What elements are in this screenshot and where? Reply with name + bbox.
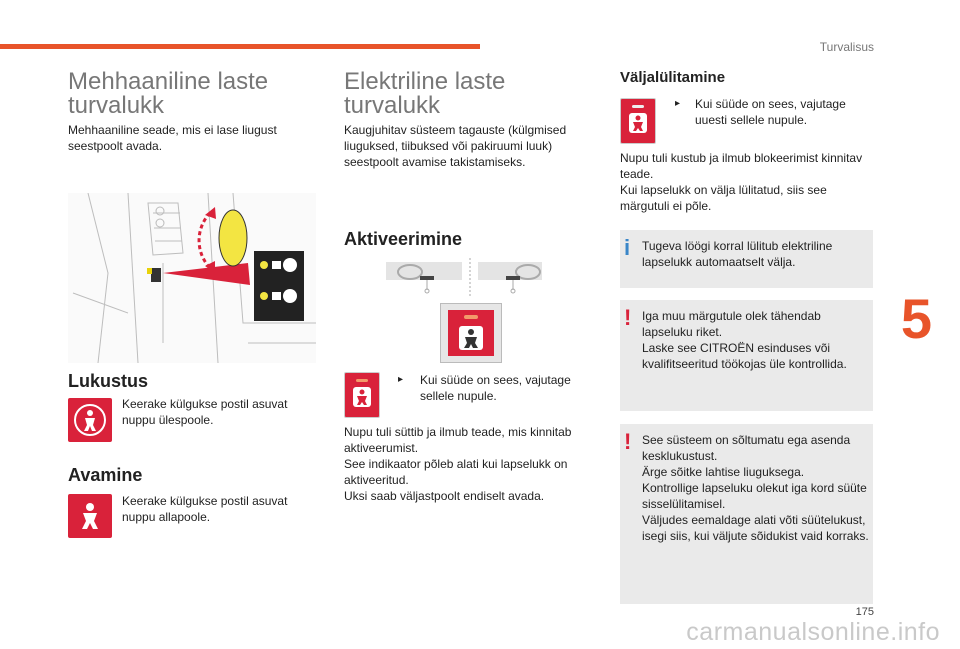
chapter-number: 5 — [900, 287, 932, 350]
warning-text: Kontrollige lapseluku olekut iga kord süüte sisselülitamisel. — [642, 481, 867, 511]
electric-lock-intro: Kaugjuhitav süsteem tagauste (külgmised liuguksed, tiibuksed või pakiruumi luuk) seestpoolt avamise takistamiseks. — [344, 123, 567, 169]
warning-text: See süsteem on sõltumatu ega asenda kesklukustust. — [642, 433, 851, 463]
warning-box-1 — [620, 300, 873, 411]
child-lock-switch-icon — [440, 303, 502, 363]
activation-step-text: Kui süüde on sees, vajutage sellele nupule. — [420, 373, 571, 403]
warning-icon: ! — [624, 305, 632, 330]
warning-text: Iga muu märgutule olek tähendab lapseluku riket. — [642, 309, 821, 339]
warning-text: Laske see CITROËN esinduses või kvalifitseeritud töökojas üle kontrollida. — [642, 341, 847, 371]
watermark: carmanualsonline.info — [686, 618, 940, 646]
warning-icon: ! — [624, 429, 632, 454]
electric-lock-title: Elektriline laste turvalukk — [344, 68, 506, 119]
mechanical-lock-intro: Mehhaaniline seade, mis ei lase liugust seestpoolt avada. — [68, 123, 277, 153]
dashboard-location-illustration — [384, 258, 544, 296]
unlock-heading: Avamine — [68, 465, 143, 485]
step-bullet-icon: ▸ — [398, 374, 404, 385]
page-number: 175 — [855, 606, 874, 618]
activation-result-line: Uksi saab väljastpoolt endiselt avada. — [344, 489, 545, 503]
deactivation-heading: Väljalülitamine — [620, 69, 726, 86]
child-lock-button-icon — [344, 372, 380, 418]
child-figure-icon — [68, 494, 112, 538]
unlock-text: Keerake külgukse postil asuvat nuppu allapoole. — [122, 494, 288, 524]
warning-box-2 — [620, 424, 873, 604]
lock-text: Keerake külgukse postil asuvat nuppu ülespoole. — [122, 397, 288, 427]
activation-heading: Aktiveerimine — [344, 229, 463, 249]
step-bullet-icon: ▸ — [675, 98, 681, 109]
steering-wheel-icon — [384, 258, 544, 296]
child-lock-button-icon — [620, 98, 656, 144]
activation-result — [344, 424, 589, 504]
activation-result-line: See indikaator põleb alati kui lapselukk on aktiveeritud. — [344, 457, 568, 487]
section-title: Turvalisus — [819, 40, 874, 54]
door-lock-drawing-icon — [68, 193, 316, 363]
warning-text: Väljudes eemaldage alati võti süütelukust, isegi siis, kui väljute sõidukist vaid korraks. — [642, 513, 869, 543]
header-accent-bar — [0, 44, 480, 49]
info-box — [620, 230, 873, 288]
info-box-text: Tugeva löögi korral lülitub elektriline lapselukk automaatselt välja. — [642, 239, 833, 269]
deactivation-result-line: Nupu tuli kustub ja ilmub blokeerimist kinnitav teade. — [620, 151, 863, 181]
lock-heading: Lukustus — [68, 371, 149, 391]
deactivation-result — [620, 150, 870, 214]
warning-text: Ärge sõitke lahtise liuguksega. — [642, 465, 805, 479]
deactivation-result-line: Kui lapselukk on välja lülitatud, siis see märgutuli ei põle. — [620, 183, 827, 213]
child-lock-icon — [68, 398, 112, 442]
info-icon: i — [624, 235, 631, 260]
door-lock-illustration — [68, 193, 316, 363]
deactivation-step-text: Kui süüde on sees, vajutage uuesti sellele nupule. — [695, 97, 846, 127]
activation-result-line: Nupu tuli süttib ja ilmub teade, mis kinnitab aktiveerumist. — [344, 425, 572, 455]
mechanical-lock-title: Mehhaaniline laste turvalukk — [68, 68, 269, 119]
